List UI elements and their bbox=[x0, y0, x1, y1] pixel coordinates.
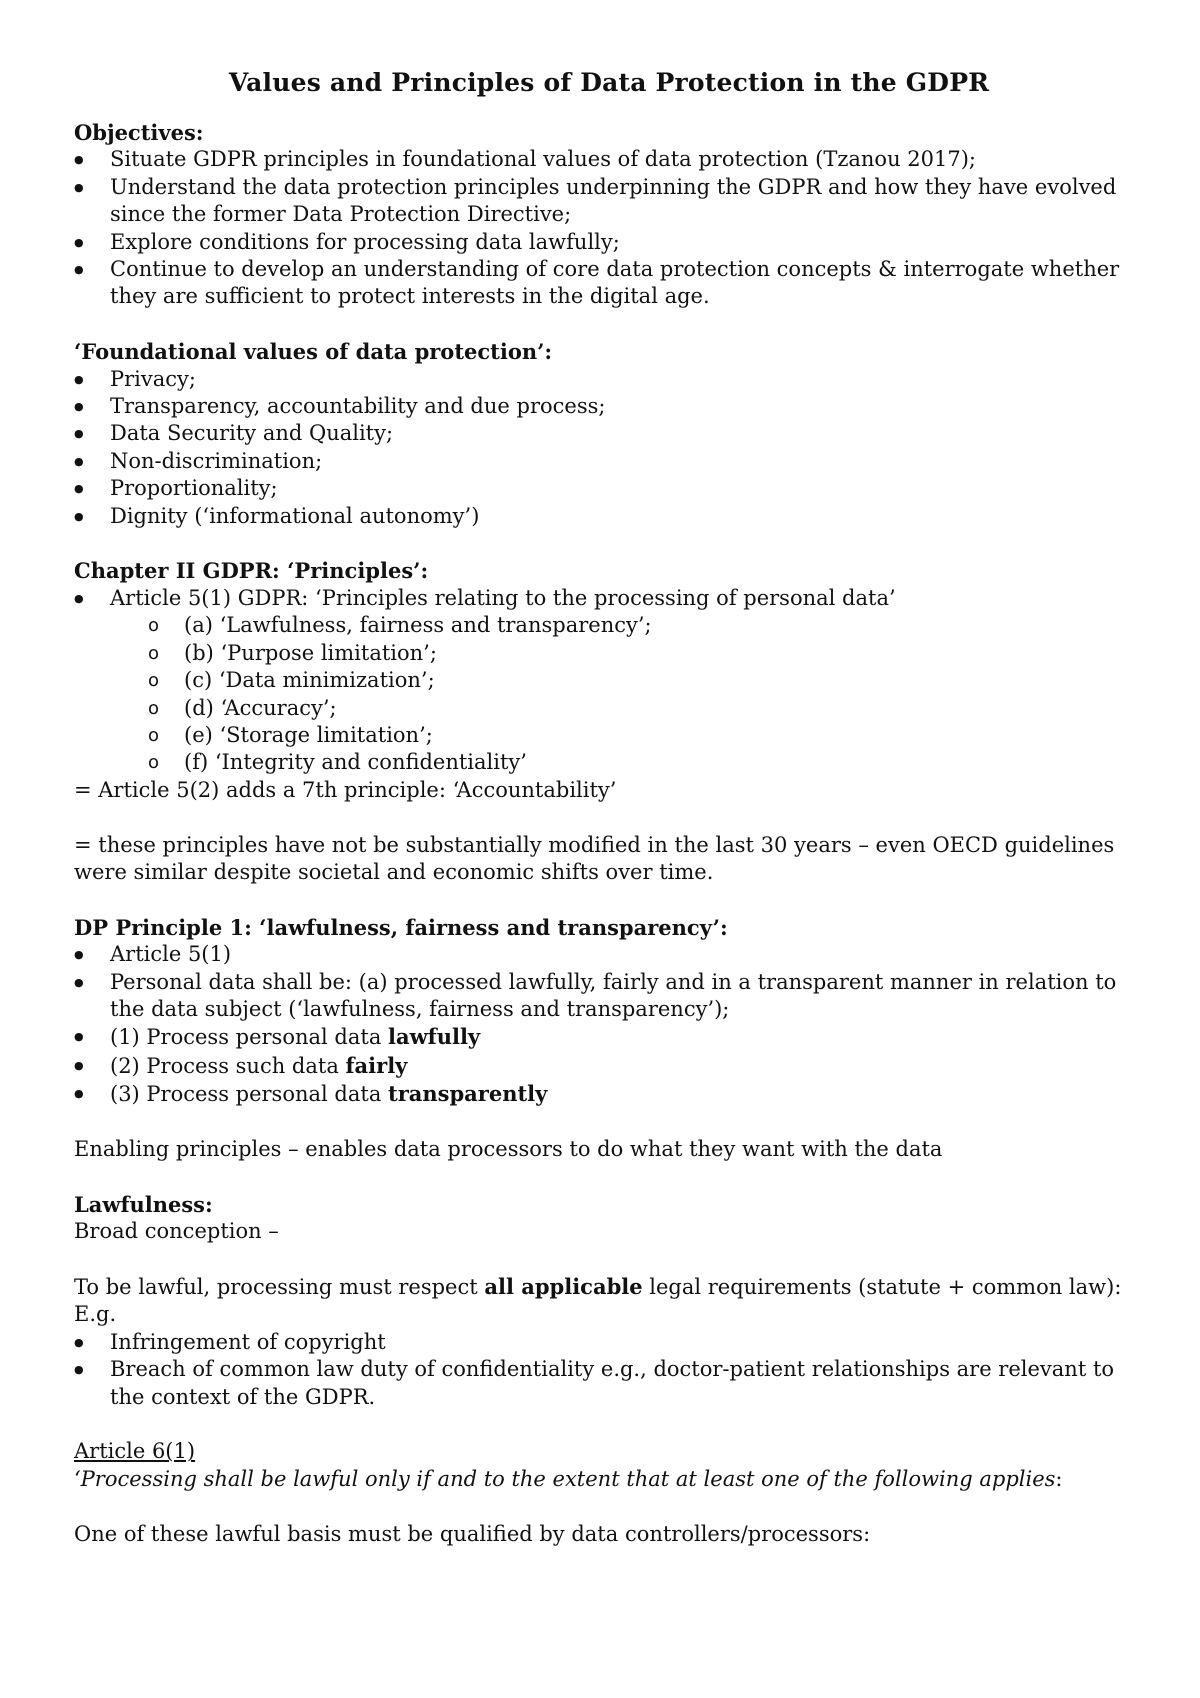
spacer bbox=[74, 311, 1144, 338]
principle-item: o (e) ‘Storage limitation’; bbox=[74, 722, 1144, 749]
principle-item: o (a) ‘Lawfulness, fairness and transparency’; bbox=[74, 612, 1144, 639]
principles-list bbox=[74, 612, 1144, 776]
list-item: ● Explore conditions for processing data lawfully; bbox=[74, 229, 1144, 256]
lawfulness-section bbox=[74, 1191, 1144, 1411]
spacer bbox=[74, 886, 1144, 913]
process2-emphasis: fairly bbox=[345, 1052, 408, 1078]
requirement-text: To be lawful, processing must respect bbox=[74, 1274, 485, 1299]
list-item: ● Article 5(1) bbox=[74, 941, 1144, 968]
lawfulness-heading: Lawfulness: bbox=[74, 1191, 213, 1217]
process2-text: (2) Process such data bbox=[110, 1053, 346, 1078]
chapter2-section bbox=[74, 557, 1144, 886]
list-item bbox=[74, 1080, 1144, 1108]
principle-item: o (f) ‘Integrity and confidentiality’ bbox=[74, 749, 1144, 776]
principles-note: = these principles have not be substantially modified in the last 30 years – even OECD guidelines were similar despite societal and economic shifts over time. bbox=[74, 832, 1115, 884]
article6-quote-line bbox=[74, 1466, 1144, 1493]
values-section bbox=[74, 338, 1144, 530]
article6-section bbox=[74, 1438, 1144, 1548]
objectives-list bbox=[74, 146, 1144, 310]
spacer bbox=[74, 1109, 1144, 1136]
page-title: Values and Principles of Data Protection in the GDPR bbox=[228, 68, 990, 97]
list-item bbox=[74, 1052, 1144, 1080]
broad-conception: Broad conception – bbox=[74, 1219, 279, 1244]
list-item: ● Personal data shall be: (a) processed lawfully, fairly and in a transparent manner in relation to the data subject (‘lawfulness, fairness and transparency’); bbox=[74, 969, 1144, 1024]
requirement-emphasis: all applicable bbox=[484, 1273, 643, 1299]
principle1-section bbox=[74, 914, 1144, 1164]
spacer bbox=[74, 1493, 1144, 1520]
enabling-principles: Enabling principles – enables data processors to do what they want with the data bbox=[74, 1136, 943, 1161]
document-page bbox=[74, 68, 1144, 1548]
list-item: ● Non-discrimination; bbox=[74, 448, 1144, 475]
spacer bbox=[74, 530, 1144, 557]
objectives-heading: Objectives: bbox=[74, 120, 204, 145]
spacer bbox=[74, 804, 1144, 831]
chapter2-list bbox=[74, 585, 1144, 612]
list-item: ● Situate GDPR principles in foundational values of data protection (Tzanou 2017); bbox=[74, 146, 1144, 173]
process3-emphasis: transparently bbox=[388, 1081, 548, 1107]
seventh-principle: = Article 5(2) adds a 7th principle: ‘Accountability’ bbox=[74, 777, 617, 802]
requirement-text-end: legal requirements (statute + common law): bbox=[642, 1274, 1122, 1299]
objectives-section bbox=[74, 119, 1144, 311]
values-list bbox=[74, 366, 1144, 530]
list-item: ● Infringement of copyright bbox=[74, 1329, 1144, 1356]
principle-item: o (c) ‘Data minimization’; bbox=[74, 667, 1144, 694]
article6-quote: ‘Processing shall be lawful only if and to the extent that at least one of the following applies bbox=[74, 1466, 1056, 1491]
lawful-requirement bbox=[74, 1273, 1144, 1301]
lawfulness-list bbox=[74, 1329, 1144, 1411]
process1-emphasis: lawfully bbox=[388, 1024, 481, 1050]
principle1-heading: DP Principle 1: ‘lawfulness, fairness and transparency’: bbox=[74, 914, 728, 940]
principle-item: o (b) ‘Purpose limitation’; bbox=[74, 640, 1144, 667]
principle-item: o (d) ‘Accuracy’; bbox=[74, 695, 1144, 722]
process1-text: (1) Process personal data bbox=[110, 1025, 389, 1050]
example-label: E.g. bbox=[74, 1302, 117, 1327]
values-heading: ‘Foundational values of data protection’: bbox=[74, 339, 553, 365]
lawful-basis-note: One of these lawful basis must be qualified by data controllers/processors: bbox=[74, 1521, 871, 1546]
spacer bbox=[74, 1163, 1144, 1190]
list-item: ● Privacy; bbox=[74, 366, 1144, 393]
article6-heading: Article 6(1) bbox=[74, 1439, 196, 1464]
list-item: ● Data Security and Quality; bbox=[74, 420, 1144, 447]
article5-item bbox=[74, 585, 1144, 612]
list-item: ● Dignity (‘informational autonomy’) bbox=[74, 503, 1144, 530]
article6-quote-end: : bbox=[1055, 1466, 1063, 1491]
list-item: ● Proportionality; bbox=[74, 475, 1144, 502]
process3-text: (3) Process personal data bbox=[110, 1082, 389, 1107]
principle1-list bbox=[74, 941, 1144, 1108]
list-item: ● Transparency, accountability and due process; bbox=[74, 393, 1144, 420]
article5-text: Article 5(1) GDPR: ‘Principles relating to the processing of personal data’ bbox=[110, 585, 896, 610]
list-item bbox=[74, 1023, 1144, 1051]
list-item: ● Understand the data protection principles underpinning the GDPR and how they have evolved since the former Data Protection Directive; bbox=[74, 174, 1144, 229]
list-item: ● Breach of common law duty of confidentiality e.g., doctor-patient relationships are relevant to the context of the GDPR. bbox=[74, 1356, 1144, 1411]
spacer bbox=[74, 1411, 1144, 1438]
spacer bbox=[74, 1246, 1144, 1273]
chapter2-heading: Chapter II GDPR: ‘Principles’: bbox=[74, 558, 429, 584]
list-item: ● Continue to develop an understanding of core data protection concepts & interrogate whether they are sufficient to protect interests in the digital age. bbox=[74, 256, 1144, 311]
